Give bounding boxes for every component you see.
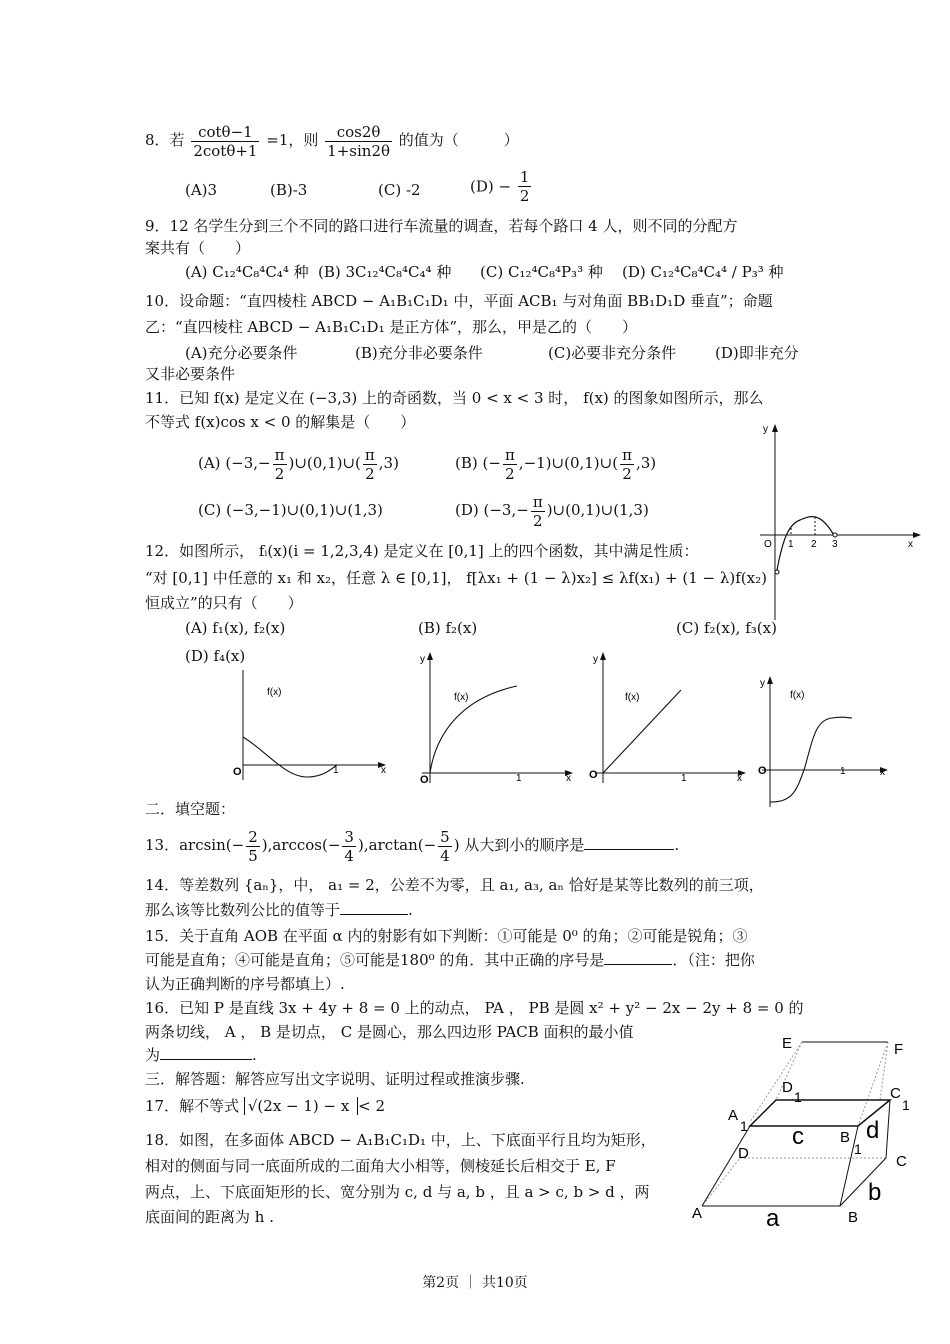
q16-answer-blank[interactable] [160, 1045, 252, 1060]
q17-abs: √(2x − 1) − x [244, 1097, 358, 1115]
svg-text:f(x): f(x) [625, 692, 640, 703]
f3-line [603, 690, 681, 773]
svg-text:B: B [840, 1129, 851, 1146]
q11-line1: 11．已知 f(x) 是定义在 (−3,3) 上的奇函数，当 0 < x < 3 时， f(x) 的图象如图所示，那么 [145, 389, 764, 407]
svg-text:O: O [233, 766, 242, 778]
svg-text:B: B [848, 1209, 859, 1226]
q11-graph-y: y [763, 424, 768, 435]
q16-line3: 为 . [145, 1046, 257, 1064]
svg-text:y: y [760, 678, 765, 689]
svg-text:O: O [589, 769, 598, 781]
q12-graph-f2 [412, 648, 582, 788]
bottom-face-hidden [702, 1158, 886, 1206]
q12-line3: 恒成立”的只有（ ） [145, 594, 303, 612]
q10-option-c: (C)必要非充分条件 [548, 344, 677, 362]
section2-heading: 二．填空题： [145, 800, 236, 818]
svg-text:y: y [593, 654, 598, 665]
svg-text:1: 1 [854, 1141, 862, 1157]
q10-line1: 10．设命题：“直四棱柱 ABCD − A₁B₁C₁D₁ 中，平面 ACB₁ 与对角面 BB₁D₁D 垂直”；命题 [145, 292, 773, 310]
svg-text:A: A [728, 1107, 739, 1124]
svg-text:C: C [890, 1085, 901, 1102]
svg-text:x: x [381, 765, 386, 776]
svg-text:f(x): f(x) [267, 687, 282, 698]
svg-text:f(x): f(x) [790, 690, 805, 701]
q18-line1: 18．如图，在多面体 ABCD − A₁B₁C₁D₁ 中，上、下底面平行且均为矩形， [145, 1131, 656, 1149]
svg-text:1: 1 [740, 1118, 748, 1134]
svg-text:E: E [782, 1035, 793, 1052]
q15-line3: 认为正确判断的序号都填上）. [145, 975, 345, 993]
q9-option-b: (B) 3C₁₂⁴C₈⁴C₄⁴ 种 [318, 263, 452, 281]
svg-text:1: 1 [333, 765, 339, 776]
q18-line3: 两点，上、下底面矩形的长、宽分别为 c, d 与 a, b ，且 a > c, b > d ，两 [145, 1183, 650, 1201]
svg-text:f(x): f(x) [454, 692, 469, 703]
svg-text:y: y [420, 654, 425, 665]
svg-text:x: x [566, 773, 571, 784]
svg-text:b: b [868, 1179, 882, 1206]
q11-graph-x: x [908, 539, 913, 550]
svg-text:A: A [692, 1205, 703, 1222]
q15-answer-blank[interactable] [604, 950, 672, 965]
q10-line3: 又非必要条件 [145, 365, 236, 383]
svg-text:d: d [866, 1117, 880, 1144]
q11-option-b: (B) (− $\frac{\pi}{2}$ ,−1)∪(0,1)∪( $\frac{\pi}{2}$ ,3) [455, 445, 657, 483]
q12-graph-f4 [752, 672, 902, 812]
q11-graph-o: O [764, 539, 772, 550]
q8-prefix: 8．若 [145, 131, 185, 149]
q15-line1: 15．关于直角 AOB 在平面 α 内的射影有如下判断：①可能是 0⁰ 的角；②可能是锐角；③ [145, 927, 748, 945]
q8-option-b: (B)-3 [270, 181, 308, 199]
q9-option-c: (C) C₁₂⁴C₈⁴P₃³ 种 [480, 263, 603, 281]
q10-option-d: (D)即非充分 [715, 344, 799, 362]
svg-text:x: x [880, 767, 885, 778]
q8-frac1: $\frac{\cot\theta-1}{2\cot\theta+1}$ [193, 122, 258, 160]
svg-text:F: F [894, 1041, 904, 1058]
f4-curve [770, 717, 852, 802]
q12-option-b: (B) f₂(x) [418, 619, 478, 637]
q11-graph [755, 420, 925, 620]
svg-text:1: 1 [794, 1089, 802, 1105]
q10-option-b: (B)充分非必要条件 [355, 344, 483, 362]
q8-option-d: (D) − $\frac{1}{2}$ [470, 168, 530, 205]
f1-curve [243, 737, 337, 777]
q18-line2: 相对的侧面与同一底面所成的二面角大小相等，侧棱延长后相交于 E, F [145, 1157, 616, 1175]
q9-line2: 案共有（ ） [145, 239, 251, 257]
q10-line2: 乙：“直四棱柱 ABCD − A₁B₁C₁D₁ 是正方体”，那么，甲是乙的（ ） [145, 318, 638, 336]
svg-text:O: O [758, 765, 767, 777]
q11-graph-t2: 2 [811, 539, 817, 550]
q11-option-c: (C) (−3,−1)∪(0,1)∪(1,3) [198, 501, 383, 519]
q9-line1: 9．12 名学生分到三个不同的路口进行车流量的调查，若每个路口 4 人，则不同的分配方 [145, 217, 738, 235]
q14-line1: 14．等差数列 {aₙ}，中， a₁ = 2，公差不为零，且 a₁, a₃, aₙ 恰好是某等比数列的前三项， [145, 876, 764, 894]
q15-line2: 可能是直角；④可能是直角；⑤可能是180⁰ 的角．其中正确的序号是 ．（注：把你 [145, 951, 755, 969]
page-footer: 第2页 ｜ 共10页 [422, 1275, 528, 1291]
q11-curve [777, 517, 835, 570]
q16-line2: 两条切线， A ， B 是切点， C 是圆心，那么四边形 PACB 面积的最小值 [145, 1023, 634, 1041]
q11-option-a: (A) (−3,− $\frac{\pi}{2}$ )∪(0,1)∪( $\frac{\pi}{2}$ ,3) [198, 445, 399, 483]
q13-line: 13．arcsin(− $\frac{2}{5}$ ),arccos(− $\frac{3}{4}$ ),arctan(− $\frac{5}{4}$ ) 从大到小的顺序是 . [145, 827, 680, 865]
q18-line4: 底面间的距离为 h . [145, 1208, 274, 1226]
q12-graph-f3 [585, 648, 755, 788]
q12-graph-f1 [225, 665, 395, 785]
q11-option-d: (D) (−3,− $\frac{\pi}{2}$ )∪(0,1)∪(1,3) [455, 492, 649, 530]
svg-text:1: 1 [516, 773, 522, 784]
q14-line2: 那么该等比数列公比的值等于 . [145, 901, 413, 919]
q10-option-a: (A)充分必要条件 [185, 344, 298, 362]
q13-answer-blank[interactable] [584, 835, 674, 850]
svg-text:D: D [782, 1079, 793, 1096]
q11-graph-t3: 3 [832, 539, 838, 550]
svg-text:C: C [896, 1153, 907, 1170]
q8-option-a: (A)3 [185, 181, 218, 199]
q8-option-c: (C) -2 [378, 181, 421, 199]
q11-graph-t1: 1 [788, 539, 794, 550]
q12-line2: “对 [0,1] 中任意的 x₁ 和 x₂，任意 λ ∈ [0,1]， f[λx₁ + (1 − λ)x₂] ≤ λf(x₁) + (1 − λ)f(x₂) [145, 569, 767, 587]
svg-text:x: x [737, 773, 742, 784]
q12-option-c: (C) f₂(x), f₃(x) [676, 619, 777, 637]
svg-text:O: O [420, 774, 429, 786]
f2-curve [430, 686, 517, 773]
q11-line2: 不等式 f(x)cos x < 0 的解集是（ ） [145, 413, 416, 431]
svg-text:a: a [766, 1205, 780, 1232]
svg-text:c: c [792, 1123, 804, 1150]
svg-text:1: 1 [681, 773, 687, 784]
q9-option-d: (D) C₁₂⁴C₈⁴C₄⁴ / P₃³ 种 [622, 263, 784, 281]
svg-text:D: D [738, 1145, 749, 1162]
q18-figure [690, 1030, 920, 1230]
q8-frac2: $\frac{\cos 2\theta}{1+\sin 2\theta}$ [327, 122, 391, 160]
q12-option-d: (D) f₄(x) [185, 647, 246, 665]
svg-text:1: 1 [902, 1097, 910, 1113]
q14-answer-blank[interactable] [340, 900, 408, 915]
q17-line: 17．解不等式 √(2x − 1) − x < 2 [145, 1097, 386, 1115]
q12-line1: 12．如图所示， fᵢ(x)(i = 1,2,3,4) 是定义在 [0,1] 上的四个函数，其中满足性质： [145, 542, 699, 560]
q9-option-a: (A) C₁₂⁴C₈⁴C₄⁴ 种 [185, 263, 309, 281]
q16-line1: 16．已知 P 是直线 3x + 4y + 8 = 0 上的动点， PA ， PB 是圆 x² + y² − 2x − 2y + 8 = 0 的 [145, 999, 804, 1017]
svg-text:1: 1 [840, 766, 846, 777]
section3-heading: 三．解答题：解答应写出文字说明、证明过程或推演步骤. [145, 1070, 525, 1088]
q8-line: 8．若 $\frac{\cot\theta-1}{2\cot\theta+1}$ =1，则 $\frac{\cos 2\theta}{1+\sin 2\theta}$ 的值为（ ） [145, 122, 519, 160]
q12-option-a: (A) f₁(x), f₂(x) [185, 619, 286, 637]
